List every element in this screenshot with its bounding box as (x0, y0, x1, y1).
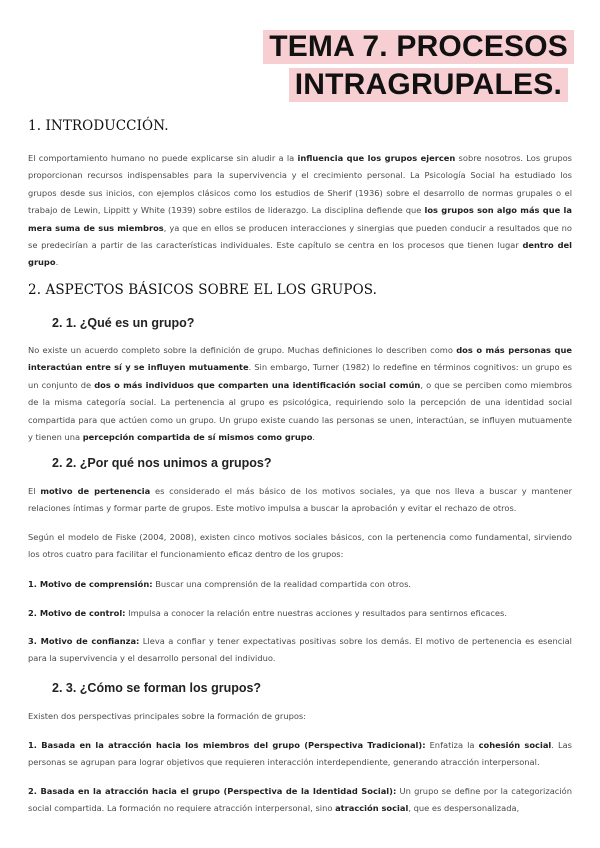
what-group-text-2: . Sin embargo, Turner (1982) lo redefine en términos cognitivos: un grupo es un conjunto de (28, 362, 573, 390)
intro-text-2: sobre nosotros. Los grupos proporcionan recursos indispensables para la supervivencia y el crecimiento personal. La Psicología Social ha estudiado los grupos desde sus inicios, con ejemplos clásicos como los estudios de Sherif (1936) sobre el desarrollo de normas grupales o el trabajo de Lewin, Lippitt y White (1939) sobre estilos de liderazgo. La disciplina defiende que (28, 153, 573, 216)
subsection-heading-que-es-grupo: 2. 1. ¿Qué es un grupo? (52, 316, 195, 330)
formation-perspectiva-tradicional (28, 737, 572, 770)
formation-identidad-social (28, 783, 572, 816)
formation-1-bold: cohesión social (478, 740, 552, 750)
fiske-paragraph: Según el modelo de Fiske (2004, 2008), existen cinco motivos sociales básicos, con la pertenencia como fundamental, sirviendo los otros cuatro para facilitar el funcionamiento eficaz dentro de los grupos: (28, 532, 572, 559)
motivo-confianza-label: 3. Motivo de confianza: (28, 636, 140, 646)
formation-1-text-2: . Las personas se agrupan para lograr objetivos que requieren interacción interdependiente, generando atracción interpersonal. (28, 740, 572, 767)
document-title (263, 30, 574, 106)
what-group-bold-1: dos o más personas que interactúan entre sí y se influyen mutuamente (28, 345, 572, 373)
pertenencia-paragraph (28, 483, 572, 516)
formation-2-label: 2. Basada en la atracción hacia el grupo (Perspectiva de la Identidad Social): (28, 786, 397, 796)
motivo-confianza (28, 633, 572, 666)
formation-2-text-2: , que es despersonalizada, (408, 802, 520, 813)
what-group-text-3: , o que se perciben como miembros de la misma categoría social. La pertenencia al grupo es psicológica, requiriendo solo la percepción de una identidad social compartida para que actúen como un grupo. Un grupo existe cuando las personas se unen, interactúan, se influyen mutuamente y tienen una (28, 379, 572, 443)
intro-bold-1: influencia que los grupos ejercen (297, 153, 456, 163)
intro-text-1: El comportamiento humano no puede explicarse sin aludir a la (28, 153, 298, 163)
what-group-bold-3: percepción compartida de sí mismos como grupo (82, 432, 313, 443)
formation-2-bold: atracción social (335, 802, 409, 813)
what-group-text-4: . (312, 432, 316, 443)
motivo-confianza-text: Lleva a confiar y tener expectativas positivas sobre los demás. El motivo de pertenencia es esencial para la supervivencia y el desarrollo personal del individuo. (28, 636, 572, 663)
intro-paragraph (28, 150, 572, 272)
motivo-control (28, 605, 572, 622)
intro-bold-2: los grupos son algo más que la mera suma de sus miembros (28, 205, 573, 233)
motivo-comprension-text: Buscar una comprensión de la realidad compartida con otros. (152, 579, 412, 589)
intro-bold-3: dentro del grupo (28, 240, 572, 268)
formation-1-text-1: Enfatiza la (425, 740, 479, 750)
formation-2-text-1: Un grupo se define por la categorización social compartida. La formación no requiere atracción interpersonal, sino (28, 786, 572, 813)
motivo-control-label: 2. Motivo de control: (28, 608, 126, 618)
what-group-bold-2: dos o más individuos que comparten una identificación social común (94, 379, 421, 390)
subsection-heading-como-forman: 2. 3. ¿Cómo se forman los grupos? (52, 681, 262, 695)
formation-intro: Existen dos perspectivas principales sobre la formación de grupos: (28, 711, 307, 721)
pertenencia-text-1: El (28, 486, 41, 496)
pertenencia-text-2: es considerado el más básico de los motivos sociales, ya que nos lleva a buscar y mantener relaciones íntimas y formar parte de grupos. Este motivo impulsa a buscar la aprobación y evitar el rechazo de otros. (28, 486, 573, 513)
section-heading-introduccion: 1. INTRODUCCIÓN. (28, 118, 169, 134)
motivo-comprension (28, 576, 572, 593)
title-line-1: TEMA 7. PROCESOS (263, 30, 574, 64)
intro-text-3: , ya que en ellos se producen interacciones y sinergias que pueden conducir a resultados que no se predecirían a partir de las características individuales. Este capítulo se centra en los procesos que tienen lugar (28, 222, 573, 251)
section-heading-aspectos: 2. ASPECTOS BÁSICOS SOBRE EL LOS GRUPOS. (28, 282, 378, 298)
subsection-heading-por-que-unimos: 2. 2. ¿Por qué nos unimos a grupos? (52, 456, 272, 470)
title-line-2: INTRAGRUPALES. (289, 68, 568, 102)
pertenencia-bold: motivo de pertenencia (40, 486, 151, 496)
motivo-control-text: Impulsa a conocer la relación entre nuestras acciones y resultados para sentirnos eficaces. (125, 608, 507, 618)
formation-1-label: 1. Basada en la atracción hacia los miembros del grupo (Perspectiva Tradicional): (28, 740, 426, 750)
what-group-paragraph (28, 342, 572, 446)
what-group-text-1: No existe un acuerdo completo sobre la definición de grupo. Muchas definiciones lo describen como (28, 345, 457, 355)
intro-text-4: . (55, 257, 59, 268)
motivo-comprension-label: 1. Motivo de comprensión: (28, 579, 153, 589)
